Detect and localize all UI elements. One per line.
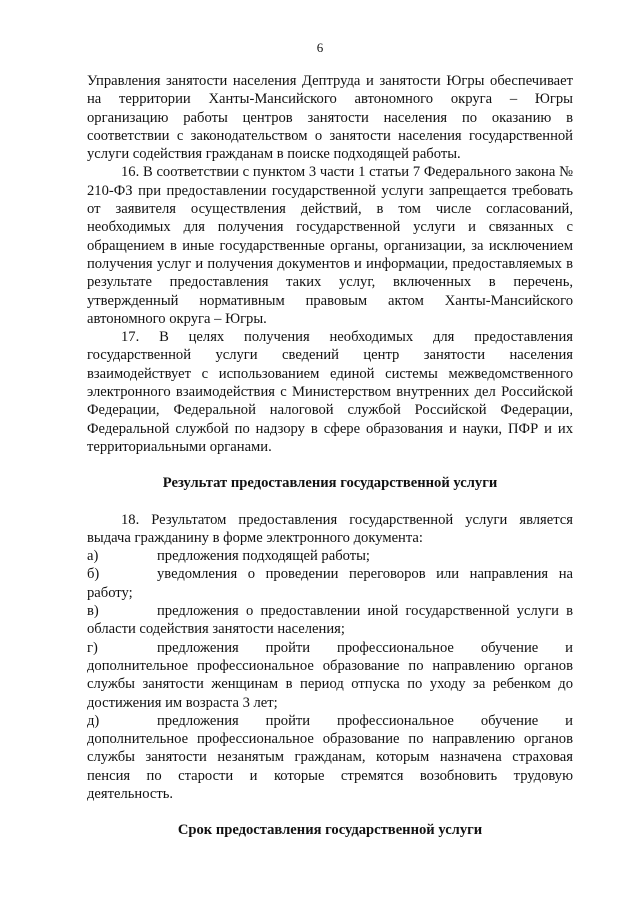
list-text: предложения подходящей работы; xyxy=(157,548,370,565)
list-text: предложения пройти профессиональное обучение и дополнительное профессиональное образование по направлению органов службы занятости незанятым гражданам, которым назначена страховая пенсия по старости и которые стремятся возобновить трудовую деятельность. xyxy=(87,712,573,802)
document-body xyxy=(87,72,573,840)
list-item-g xyxy=(87,639,573,712)
paragraph-17: 17. В целях получения необходимых для предоставления государственной услуги сведений центр занятости населения взаимодействует с использованием единой системы межведомственного электронного взаимодействия с Министерством внутренних дел Российской Федерации, Федеральной налоговой службой Российской Федерации, Федеральной службой по надзору в сфере образования и науки, ПФР и их территориальными органами. xyxy=(87,329,573,455)
list-item-v xyxy=(87,602,573,639)
list-item-b xyxy=(87,565,573,602)
list-marker: в) xyxy=(87,603,99,620)
list-text: предложения пройти профессиональное обучение и дополнительное профессиональное образование по направлению органов службы занятости женщинам в период отпуска по уходу за ребенком до достижения им возраста 3 лет; xyxy=(87,639,573,711)
page-number: 6 xyxy=(316,40,324,55)
list-item-d xyxy=(87,712,573,803)
list-item-a xyxy=(87,547,573,565)
list-text: уведомления о проведении переговоров или направления на работу; xyxy=(87,566,573,601)
paragraph-16: 16. В соответствии с пунктом 3 части 1 статьи 7 Федерального закона № 210-ФЗ при предоставлении государственной услуги запрещается требовать от заявителя осуществления действий, в том числе согласований, необходимых для получения государственной услуги и связанных с обращением в иные государственные органы, организации, за исключением получения услуг и получения документов и информации, предоставляемых в результате предоставления таких услуг, включенных в перечень, утвержденный нормативным правовым актом Ханты-Мансийского автономного округа – Югры. xyxy=(87,164,573,327)
list-marker: б) xyxy=(87,566,100,583)
list-text: предложения о предоставлении иной государственной услуги в области содействия занятости населения; xyxy=(87,603,573,638)
list-marker: г) xyxy=(87,639,98,656)
paragraph-intro: Управления занятости населения Дептруда и занятости Югры обеспечивает на территории Ханты-Мансийского автономного округа – Югры организацию работы центров занятости населения по оказанию в соответствии с законодательством о занятости населения государственной услуги содействия гражданам в поиске подходящей работы. xyxy=(87,73,573,163)
list-marker: а) xyxy=(87,548,99,565)
section-heading-term: Срок предоставления государственной услуги xyxy=(177,822,483,839)
paragraph-18: 18. Результатом предоставления государственной услуги является выдача гражданину в форме электронного документа: xyxy=(87,511,573,546)
section-heading-result: Результат предоставления государственной услуги xyxy=(162,475,498,492)
list-marker: д) xyxy=(87,712,100,729)
